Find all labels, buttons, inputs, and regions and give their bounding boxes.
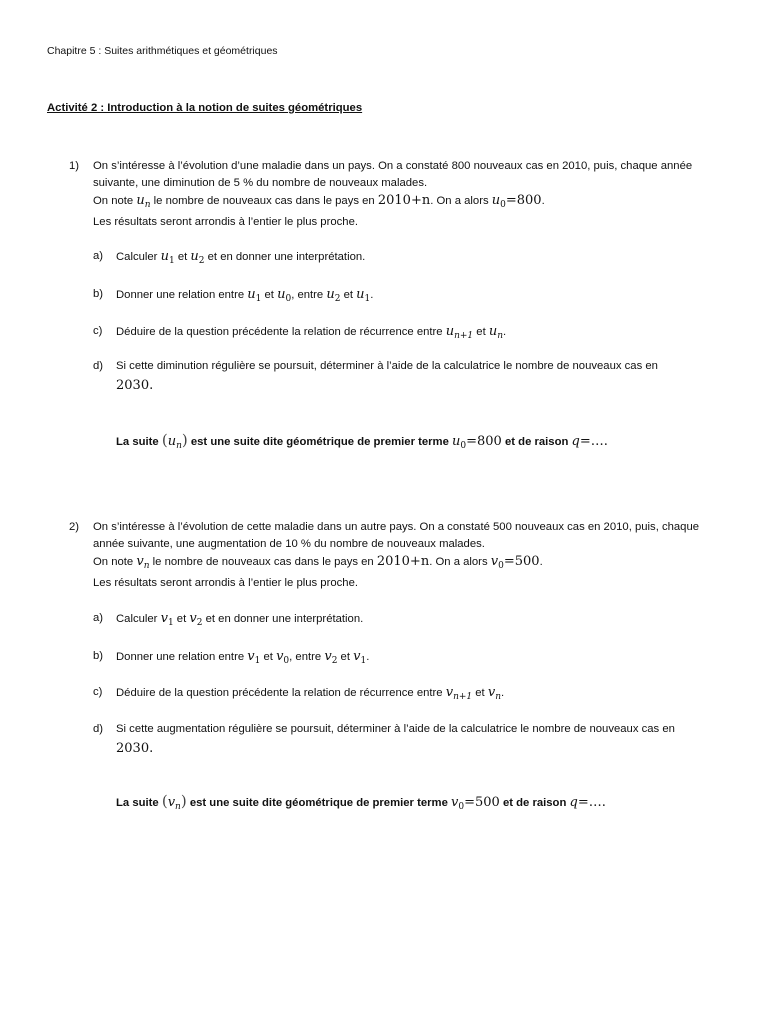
statement-line: On s’intéresse à l’évolution de cette maladie dans un autre pays. On a constaté 500 nouveaux cas en 2010, puis, chaque bbox=[93, 521, 700, 533]
question-2b-label: b) bbox=[93, 650, 104, 662]
statement-line: Les résultats seront arrondis à l’entier le plus proche. bbox=[93, 577, 358, 589]
question-2-statement bbox=[93, 519, 733, 592]
question-2a-text: Calculer $v_1$ et $v_2$ et en donner une interprétation. bbox=[116, 611, 364, 628]
year-expression: 2010+n bbox=[377, 193, 431, 208]
question-2-conclusion: La suite $(v_n)$ est une suite dite géométrique de premier terme $v_0=500$ et de raison q=…. bbox=[116, 792, 606, 812]
initial-term: =800 bbox=[505, 193, 542, 208]
activity-title: Activité 2 : Introduction à la notion de suites géométriques bbox=[47, 102, 363, 114]
statement-line: On note $v_n$ le nombre de nouveaux cas dans le pays en 2010+n. On a alors $v_0=500$. bbox=[93, 554, 543, 571]
question-2c-text: Déduire de la question précédente la relation de récurrence entre $v_{n+1}$ et $v_n$. bbox=[116, 685, 505, 702]
question-1d-label: d) bbox=[93, 360, 104, 372]
question-1-conclusion: La suite $(u_n)$ est une suite dite géométrique de premier terme $u_0=800$ et de raison q=…. bbox=[116, 431, 608, 451]
question-1d-text: Si cette diminution régulière se poursuit, déterminer à l’aide de la calculatrice le nombre de nouveaux cas en 2030. bbox=[116, 360, 658, 393]
sequence-symbol: u bbox=[136, 193, 145, 208]
question-2a-label: a) bbox=[93, 612, 104, 624]
question-1-number: 1) bbox=[69, 160, 80, 172]
question-1a-text: Calculer $u_1$ et $u_2$ et en donner une interprétation. bbox=[116, 249, 366, 266]
target-year: 2030 bbox=[116, 741, 150, 756]
year-expression: 2010+n bbox=[376, 554, 430, 569]
question-2c-label: c) bbox=[93, 686, 103, 698]
question-2b-text: Donner une relation entre $v_1$ et $v_0$, entre $v_2$ et $v_1$. bbox=[116, 649, 370, 666]
statement-line: suivante, une diminution de 5 % du nombre de nouveaux malades. bbox=[93, 177, 428, 189]
sequence-symbol: v bbox=[136, 554, 144, 569]
question-2-number: 2) bbox=[69, 521, 80, 533]
statement-line: année suivante, une augmentation de 10 % du nombre de nouveaux malades. bbox=[93, 538, 485, 550]
statement-line: Les résultats seront arrondis à l’entier le plus proche. bbox=[93, 216, 358, 228]
question-1c-label: c) bbox=[93, 325, 103, 337]
statement-line: On note $u_n$ le nombre de nouveaux cas dans le pays en 2010+n. On a alors $u_0=800$. bbox=[93, 193, 545, 210]
initial-term: =500 bbox=[503, 554, 540, 569]
question-1-statement bbox=[93, 158, 733, 231]
target-year: 2030 bbox=[116, 378, 150, 393]
question-2d-label: d) bbox=[93, 723, 104, 735]
statement-line: On s’intéresse à l’évolution d’une maladie dans un pays. On a constaté 800 nouveaux cas en 2010, puis, chaque année bbox=[93, 160, 693, 172]
question-1a-label: a) bbox=[93, 250, 104, 262]
question-1b-text: Donner une relation entre $u_1$ et $u_0$, entre $u_2$ et $u_1$. bbox=[116, 287, 374, 304]
question-1b-label: b) bbox=[93, 288, 104, 300]
question-2d-text: Si cette augmentation régulière se poursuit, déterminer à l’aide de la calculatrice le nombre de nouveaux cas en 2030. bbox=[116, 723, 675, 756]
question-1c-text: Déduire de la question précédente la relation de récurrence entre $u_{n+1}$ et $u_n$. bbox=[116, 324, 507, 341]
chapter-header: Chapitre 5 : Suites arithmétiques et géométriques bbox=[47, 45, 278, 57]
